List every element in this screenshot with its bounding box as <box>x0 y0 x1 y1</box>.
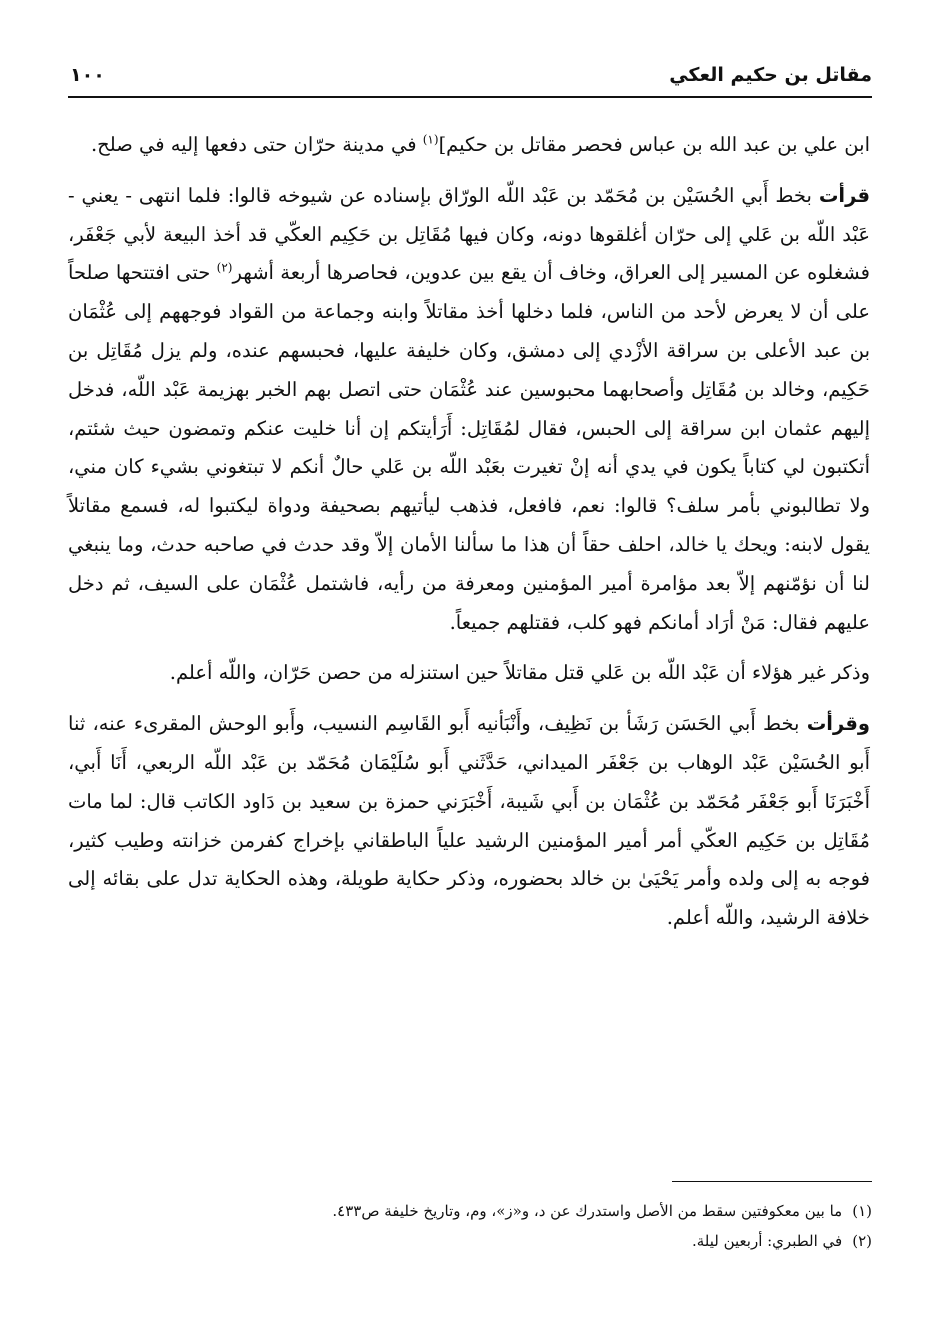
footnote-marker-1: (١) <box>422 132 439 147</box>
header-divider <box>68 96 872 98</box>
footnote-1 <box>68 1196 872 1226</box>
paragraph-text: بخط أَبي الحُسَيْن بن مُحَمّد بن عَبْد اللّه الورّاق بإسناده عن شيوخه قالوا: فلما انتهى - يعني - عَبْد اللّه بن عَلي إلى حرّان أغلقوها دونه، وكان فيها مُقَاتِل بن حَكِيم العكّي قد أخذ البيعة لأبي جَعْفَر، فشغلوه عن المسير إلى العراق، وخاف أن يقع بين عدوين، فحاصرها أربعة أشهر <box>68 183 871 285</box>
footnote-marker-2: (٢) <box>216 260 233 275</box>
paragraph-text-continued: في مدينة حرّان حتى دفعها إليه في صلح. <box>90 133 423 156</box>
footnote-number: (١) <box>852 1202 872 1220</box>
page-header <box>70 58 872 92</box>
paragraph-lead: قرأت <box>818 183 870 207</box>
page-number: ١٠٠ <box>70 64 105 86</box>
paragraph-3 <box>68 654 870 693</box>
footnote-text: ما بين معكوفتين سقط من الأصل واستدرك عن د، و«ز»، وم، وتاريخ خليفة ص٤٣٣. <box>332 1202 843 1220</box>
footnote-divider <box>672 1181 872 1182</box>
footnote-number: (٢) <box>852 1232 872 1250</box>
paragraph-lead: وقرأت <box>806 712 870 736</box>
paragraph-1 <box>68 126 870 165</box>
paragraph-text: وذكر غير هؤلاء أن عَبْد اللّه بن عَلي قتل مقاتلاً حين استنزله من حصن حَرّان، واللّه أعلم. <box>169 661 870 685</box>
footnote-text: في الطبري: أربعين ليلة. <box>691 1232 843 1250</box>
paragraph-text: ابن علي بن عبد الله بن عباس فحصر مقاتل بن حكيم] <box>438 133 870 156</box>
paragraph-text-continued: حتى افتتحها صلحاً على أن لا يعرض لأحد من الناس، فلما دخلها أخذ مقاتلاً وابنه وجماعة من القواد فوجههم إلى عُثْمَان بن عبد الأعلى بن سراقة الأزْدي إلى دمشق، وكان خليفة عليها، فحبسهم عنده، ولم يزل مُقَاتِل بن حَكِيم، وخالد بن مُقَاتِل وأصحابهما محبوسين عند عُثْمَان حتى اتصل بهم الخبر بهزيمة عَبْد اللّه، فدخل إليهم عثمان ابن سراقة إلى الحبس، فقال لمُقَاتِل: أَرَأيتكم إن أنا خليت عنكم وتمضون حيث شئتم، أتكتبون لي كتاباً يكون في يدي أنه إنْ تغيرت بعَبْد اللّه بن عَلي حالٌ أنكم لا تبتغوني بشيء كان مني، ولا تطالبوني بأمر سلف؟ قالوا: نعم، فافعل، فذهب ليأتيهم بصحيفة ودواة ليكتبوا له، فسمع مقاتلاً يقول لابنه: ويحك يا خالد، احلف حقاً أن هذا ما سألنا الأمان إلاّ وقد حدث في صاحبه حدث، وما ينبغي لنا أن نؤمّنهم إلاّ بعد مؤامرة أمير المؤمنين ومعرفة من رأيه، فاشتمل عُثْمَان على السيف، ثم دخل عليهم فقال: مَنْ أرَاد أمانكم فهو كلب، فقتلهم جميعاً. <box>68 261 870 634</box>
paragraph-text: بخط أَبي الحَسَن رَشَأ بن نَظِيف، وأَنْبَأنيه أَبو القَاسِم النسيب، وأَبو الوحش المقرىء عنه، ثنا أَبو الحُسَيْن عَبْد الوهاب بن جَعْفَر الميداني، حَدَّثَني أَبو سُلَيْمَان مُحَمّد بن عَبْد اللّه الربعي، أَنَا أَبي، أَخْبَرَنَا أَبو جَعْفَر مُحَمّد بن عُثْمَان بن أَبي شَيبة، أَخْبَرَني حمزة بن سعيد بن دَاود الكاتب قال: لما مات مُقَاتِل بن حَكِيم العكّي أمر أمير المؤمنين الرشيد علياً الباطقاني بإخراج كفرمن خزانته وطيب كثير، فوجه به إلى ولده وأمر يَحْيَىٰ بن خالد بحضوره، وذكر حكاية طويلة، وهذه الحكاية تدل على بقائه إلى خلافة الرشيد، واللّه أعلم. <box>68 712 870 930</box>
footnote-2 <box>68 1226 872 1256</box>
running-title: مقاتل بن حكيم العكي <box>669 64 872 86</box>
main-text <box>68 126 870 950</box>
paragraph-2 <box>68 177 870 643</box>
footnotes <box>68 1196 872 1256</box>
paragraph-4 <box>68 705 870 938</box>
